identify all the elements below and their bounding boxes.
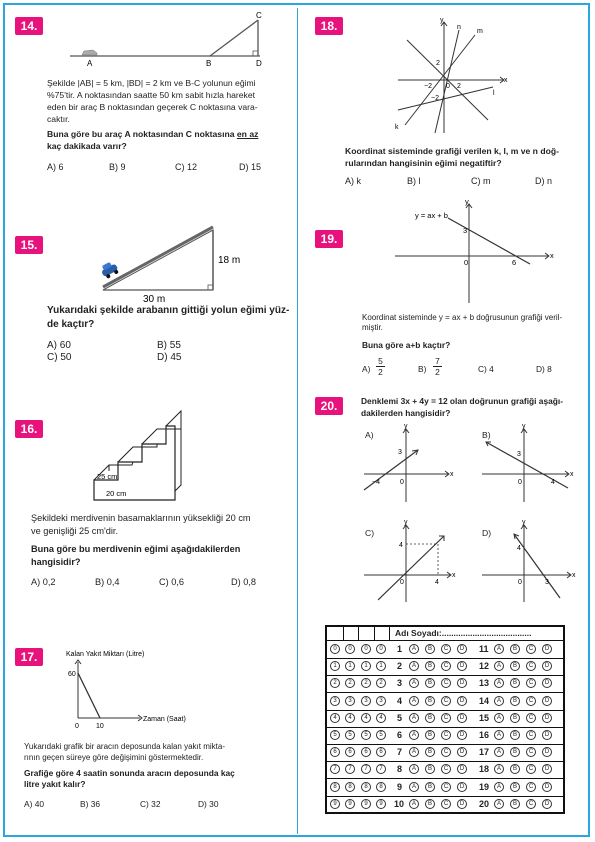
answer-bubble[interactable]: D <box>457 661 467 671</box>
answer-bubble[interactable]: C <box>441 696 451 706</box>
answer-bubble[interactable]: B <box>510 730 520 740</box>
svg-text:0: 0 <box>400 479 404 486</box>
svg-text:4: 4 <box>399 542 403 549</box>
answer-sheet-row <box>327 658 563 676</box>
q16-option-c[interactable]: C) 0,6 <box>159 577 185 587</box>
q14-option-a[interactable]: A) 6 <box>47 162 64 172</box>
student-number-bubble[interactable]: 5 <box>376 730 386 740</box>
answer-bubble[interactable]: D <box>542 747 552 757</box>
svg-text:x: x <box>570 471 574 478</box>
svg-text:0: 0 <box>400 579 404 586</box>
q15-option-d[interactable]: D) 45 <box>157 352 182 363</box>
answer-sheet-row <box>327 779 563 797</box>
svg-text:3: 3 <box>517 451 521 458</box>
answer-bubble[interactable]: B <box>425 747 435 757</box>
answer-bubble[interactable]: D <box>542 713 552 723</box>
question-number: 14 <box>479 695 490 706</box>
q19-question: Buna göre a+b kaçtır? <box>362 340 451 350</box>
answer-bubble[interactable]: D <box>542 661 552 671</box>
q17-x-tick-10: 10 <box>96 723 104 730</box>
answer-bubble[interactable]: C <box>441 644 451 654</box>
answer-bubble[interactable]: D <box>542 730 552 740</box>
student-number-bubble[interactable]: 9 <box>345 799 355 809</box>
q18-option-a[interactable]: A) k <box>345 176 362 186</box>
answer-bubble[interactable]: B <box>510 799 520 809</box>
answer-bubble[interactable]: A <box>409 799 419 809</box>
answer-bubble[interactable]: D <box>542 764 552 774</box>
q15-options <box>47 340 181 364</box>
q19-origin: 0 <box>464 258 469 267</box>
answer-bubble[interactable]: C <box>526 644 536 654</box>
q18-option-d[interactable]: D) n <box>535 176 553 186</box>
answer-sheet-row <box>327 796 563 813</box>
student-number-bubble[interactable]: 3 <box>376 696 386 706</box>
answer-bubble[interactable]: A <box>409 661 419 671</box>
svg-text:4: 4 <box>517 545 521 552</box>
answer-bubble[interactable]: B <box>510 782 520 792</box>
answer-bubble[interactable]: C <box>526 696 536 706</box>
q16-question: Buna göre bu merdivenin eğimi aşağıdakilerden hangisidir? <box>31 544 241 567</box>
q19-options <box>362 355 572 383</box>
student-number-bubble[interactable]: 9 <box>361 799 371 809</box>
answer-bubble[interactable]: B <box>425 764 435 774</box>
student-number-bubble[interactable]: 5 <box>330 730 340 740</box>
q17-y-axis-label: Kalan Yakıt Miktarı (Litre) <box>66 651 145 658</box>
q17-option-d[interactable]: D) 30 <box>198 799 219 809</box>
answer-bubble[interactable]: C <box>441 799 451 809</box>
q14-option-b[interactable]: B) 9 <box>109 162 126 172</box>
q16-text: Şekildeki merdivenin basamaklarının yüksekliği 20 cm ve genişliği 25 cm'dir. <box>31 513 251 536</box>
answer-bubble[interactable]: D <box>542 799 552 809</box>
answer-bubble[interactable]: B <box>510 696 520 706</box>
q19-label-x: x <box>550 251 554 260</box>
q18-tick-xneg2: −2 <box>424 83 432 90</box>
svg-text:x: x <box>450 471 454 478</box>
q16-options <box>31 577 256 587</box>
answer-bubble[interactable]: D <box>542 678 552 688</box>
answer-bubble[interactable]: B <box>425 661 435 671</box>
answer-bubble[interactable]: C <box>526 730 536 740</box>
q19-text: Koordinat sisteminde y = ax + b doğrusunun grafiği veril- miştir. <box>362 313 563 332</box>
student-number-bubble[interactable]: 7 <box>361 764 371 774</box>
q17-option-c[interactable]: C) 32 <box>140 799 161 809</box>
answer-bubble[interactable]: A <box>494 644 504 654</box>
question-17-number: 17. <box>15 648 43 666</box>
student-number-bubble[interactable]: 7 <box>330 764 340 774</box>
answer-bubble[interactable]: D <box>542 782 552 792</box>
answer-bubble[interactable]: A <box>494 799 504 809</box>
answer-bubble[interactable]: A <box>494 696 504 706</box>
q19-option-a[interactable]: A) 5 2 <box>362 364 370 374</box>
q17-option-a[interactable]: A) 40 <box>24 799 45 809</box>
answer-sheet-row <box>327 727 563 745</box>
q17-question: Grafiğe göre 4 saatin sonunda aracın deposunda kaç litre yakıt kalır? <box>24 768 235 789</box>
q15-option-a[interactable]: A) 60 <box>47 340 71 351</box>
student-number-bubble[interactable]: 8 <box>361 782 371 792</box>
svg-text:0: 0 <box>518 579 522 586</box>
svg-text:y: y <box>404 519 408 526</box>
answer-bubble[interactable]: A <box>409 782 419 792</box>
student-number-bubble[interactable]: 2 <box>330 678 340 688</box>
student-number-bubble[interactable]: 3 <box>345 696 355 706</box>
student-number-bubble[interactable]: 1 <box>345 661 355 671</box>
q17-x-axis-label: Zaman (Saat) <box>143 716 186 723</box>
q16-width-label: 25 cm <box>97 472 118 481</box>
student-number-bubble[interactable]: 0 <box>361 644 371 654</box>
student-number-bubble[interactable]: 9 <box>330 799 340 809</box>
question-number: 2 <box>397 661 403 672</box>
q19-label-y: y <box>465 197 469 206</box>
answer-bubble[interactable]: C <box>526 799 536 809</box>
q15-figure <box>95 225 265 305</box>
svg-text:y: y <box>522 519 526 526</box>
question-number: 6 <box>397 730 403 740</box>
student-number-bubble[interactable]: 8 <box>376 782 386 792</box>
q15-width-label: 30 m <box>143 294 166 305</box>
q18-figure <box>393 15 513 140</box>
answer-bubble[interactable]: A <box>409 747 419 757</box>
svg-text:4: 4 <box>551 479 555 486</box>
answer-bubble[interactable]: D <box>457 799 467 809</box>
answer-bubble[interactable]: B <box>425 730 435 740</box>
student-number-bubble[interactable]: 1 <box>330 661 340 671</box>
q18-tick-yneg2: −2 <box>431 95 439 102</box>
answer-bubble[interactable]: A <box>409 713 419 723</box>
question-number: 18 <box>479 764 490 775</box>
answer-bubble[interactable]: C <box>441 678 451 688</box>
answer-bubble[interactable]: B <box>510 713 520 723</box>
svg-text:3: 3 <box>545 579 549 586</box>
student-number-bubble[interactable]: 7 <box>376 764 386 774</box>
answer-bubble[interactable]: C <box>526 764 536 774</box>
svg-text:y: y <box>522 423 526 430</box>
answer-bubble[interactable]: A <box>409 644 419 654</box>
answer-bubble[interactable]: D <box>542 644 552 654</box>
q17-figure <box>66 648 206 733</box>
student-number-bubble[interactable]: 5 <box>361 730 371 740</box>
answer-bubble[interactable]: C <box>526 678 536 688</box>
q18-label-x: x <box>504 77 508 84</box>
question-number: 7 <box>397 747 403 758</box>
question-number: 17 <box>479 747 490 758</box>
answer-sheet-header <box>327 627 563 641</box>
question-number: 15 <box>479 712 490 723</box>
student-number-bubble[interactable]: 6 <box>376 747 386 757</box>
student-number-bubble[interactable]: 0 <box>345 644 355 654</box>
q18-tick-x2: 2 <box>457 83 461 90</box>
answer-bubble[interactable]: A <box>494 678 504 688</box>
svg-text:−4: −4 <box>372 479 380 486</box>
q17-option-b[interactable]: B) 36 <box>80 799 101 809</box>
answer-bubble[interactable]: C <box>441 764 451 774</box>
answer-bubble[interactable]: D <box>457 696 467 706</box>
question-16-number: 16. <box>15 420 43 438</box>
student-number-bubble[interactable]: 4 <box>345 713 355 723</box>
q14-option-c[interactable]: C) 12 <box>175 162 198 172</box>
answer-bubble[interactable]: B <box>510 644 520 654</box>
student-number-bubble[interactable]: 2 <box>376 678 386 688</box>
student-number-bubble[interactable]: 4 <box>376 713 386 723</box>
q18-option-b[interactable]: B) l <box>407 176 421 186</box>
q15-option-b[interactable]: B) 55 <box>157 340 181 351</box>
svg-text:x: x <box>452 572 456 579</box>
q19-line-equation: y = ax + b <box>415 211 448 220</box>
q16-figure <box>92 402 192 507</box>
answer-bubble[interactable]: B <box>425 644 435 654</box>
answer-bubble[interactable]: A <box>494 730 504 740</box>
answer-sheet-row <box>327 641 563 659</box>
question-14-number: 14. <box>15 17 43 35</box>
q18-label-m: m <box>477 28 483 35</box>
student-number-bubble[interactable]: 3 <box>361 696 371 706</box>
q14-figure <box>60 10 280 70</box>
answer-bubble[interactable]: B <box>425 782 435 792</box>
answer-bubble[interactable]: B <box>425 713 435 723</box>
student-number-bubble[interactable]: 7 <box>345 764 355 774</box>
answer-bubble[interactable]: D <box>457 747 467 757</box>
q19-option-c[interactable]: C) 4 <box>478 364 494 374</box>
student-number-bubble[interactable]: 2 <box>361 678 371 688</box>
student-number-bubble[interactable]: 4 <box>361 713 371 723</box>
q14-label-b: B <box>206 59 212 68</box>
q18-label-n: n <box>457 24 461 31</box>
question-number: 20 <box>479 798 490 809</box>
answer-bubble[interactable]: C <box>441 713 451 723</box>
q16-option-a[interactable]: A) 0,2 <box>31 577 56 587</box>
answer-bubble[interactable]: B <box>425 696 435 706</box>
student-number-bubble[interactable]: 0 <box>330 644 340 654</box>
q20-option-c-graph[interactable] <box>360 520 460 605</box>
svg-text:x: x <box>572 572 576 579</box>
answer-bubble[interactable]: C <box>526 713 536 723</box>
answer-sheet-row <box>327 761 563 779</box>
q16-option-d[interactable]: D) 0,8 <box>231 577 257 587</box>
q14-text: Şekilde |AB| = 5 km, |BD| = 2 km ve B-C yolunun eğimi %75'tir. A noktasından saatte 50 km sabit hızla hareket eden bir araç B noktasından geçerek C noktasına vara- caktır. <box>47 78 258 124</box>
q19-tick-y3: 3 <box>463 226 468 235</box>
answer-bubble[interactable]: D <box>457 678 467 688</box>
student-number-bubble[interactable]: 6 <box>345 747 355 757</box>
q18-options <box>345 176 552 186</box>
question-15-number: 15. <box>15 236 43 254</box>
q20-option-d-graph[interactable] <box>478 520 578 605</box>
answer-bubble[interactable]: A <box>409 730 419 740</box>
q14-label-c: C <box>256 11 262 20</box>
student-number-bubble[interactable]: 0 <box>376 644 386 654</box>
student-number-bubble[interactable]: 6 <box>361 747 371 757</box>
q20-option-d-label[interactable]: D) <box>482 528 492 538</box>
q14-label-d: D <box>256 59 262 68</box>
q20-option-b-label[interactable]: B) <box>482 430 491 440</box>
student-number-bubble[interactable]: 8 <box>345 782 355 792</box>
question-number: 3 <box>397 678 403 689</box>
q15-option-c[interactable]: C) 50 <box>47 352 72 363</box>
q20-option-a-graph[interactable] <box>360 424 460 504</box>
student-number-bubble[interactable]: 5 <box>345 730 355 740</box>
answer-bubble[interactable]: C <box>441 747 451 757</box>
question-number: 9 <box>397 781 403 792</box>
answer-bubble[interactable]: B <box>510 764 520 774</box>
q16-height-label: 20 cm <box>106 489 127 498</box>
q20-option-c-label[interactable]: C) <box>365 528 375 538</box>
q18-tick-y2: 2 <box>436 60 440 67</box>
question-20-number: 20. <box>315 397 343 415</box>
answer-bubble[interactable]: C <box>526 661 536 671</box>
svg-text:y: y <box>404 423 408 430</box>
q17-y-tick-60: 60 <box>68 671 76 678</box>
question-number: 10 <box>394 798 405 809</box>
svg-text:4: 4 <box>435 579 439 586</box>
answer-bubble[interactable]: B <box>425 678 435 688</box>
q18-origin: 0 <box>446 83 450 90</box>
q19-option-d[interactable]: D) 8 <box>536 364 552 374</box>
answer-sheet-row <box>327 710 563 728</box>
q19-figure <box>390 197 560 305</box>
answer-bubble[interactable]: D <box>542 696 552 706</box>
answer-bubble[interactable]: A <box>494 747 504 757</box>
svg-text:0: 0 <box>518 479 522 486</box>
answer-bubble[interactable]: C <box>526 747 536 757</box>
question-number: 1 <box>397 644 403 654</box>
q18-label-y: y <box>440 17 444 24</box>
q14-option-d[interactable]: D) 15 <box>239 162 262 172</box>
student-number-bubble[interactable]: 3 <box>330 696 340 706</box>
q18-label-k: k <box>395 124 399 131</box>
q20-option-a-label[interactable]: A) <box>365 430 374 440</box>
svg-text:3: 3 <box>398 449 402 456</box>
answer-bubble[interactable]: D <box>457 713 467 723</box>
student-name-field[interactable]: Adı Soyadı:...................................... <box>395 628 532 638</box>
q20-option-b-graph[interactable] <box>478 424 578 504</box>
student-number-bubble[interactable]: 9 <box>376 799 386 809</box>
answer-bubble[interactable]: A <box>494 782 504 792</box>
q16-option-b[interactable]: B) 0,4 <box>95 577 120 587</box>
answer-bubble[interactable]: D <box>457 644 467 654</box>
answer-bubble[interactable]: A <box>409 764 419 774</box>
q18-option-c[interactable]: C) m <box>471 176 491 186</box>
answer-bubble[interactable]: C <box>526 782 536 792</box>
q15-height-label: 18 m <box>218 255 241 266</box>
question-number: 5 <box>397 712 403 723</box>
q19-tick-x6: 6 <box>512 258 517 267</box>
answer-bubble[interactable]: A <box>409 696 419 706</box>
answer-bubble[interactable]: C <box>441 661 451 671</box>
answer-bubble[interactable]: D <box>457 782 467 792</box>
answer-bubble[interactable]: A <box>494 764 504 774</box>
answer-sheet-row <box>327 744 563 762</box>
q19-option-b[interactable]: B) 7 2 <box>418 364 426 374</box>
answer-bubble[interactable]: A <box>409 678 419 688</box>
q14-options <box>47 162 261 172</box>
answer-bubble[interactable]: B <box>510 661 520 671</box>
question-number: 19 <box>479 781 490 792</box>
student-number-bubble[interactable]: 4 <box>330 713 340 723</box>
question-number: 8 <box>397 764 403 775</box>
answer-bubble[interactable]: C <box>441 730 451 740</box>
answer-bubble[interactable]: A <box>494 713 504 723</box>
answer-bubble[interactable]: B <box>510 747 520 757</box>
student-number-bubble[interactable]: 8 <box>330 782 340 792</box>
answer-bubble[interactable]: D <box>457 730 467 740</box>
answer-bubble[interactable]: C <box>441 782 451 792</box>
answer-bubble[interactable]: A <box>494 661 504 671</box>
student-number-bubble[interactable]: 1 <box>376 661 386 671</box>
column-divider <box>297 8 298 834</box>
question-18-number: 18. <box>315 17 343 35</box>
q14-label-a: A <box>87 59 93 68</box>
student-number-bubble[interactable]: 6 <box>330 747 340 757</box>
q14-question: Buna göre bu araç A noktasından C noktasına en az kaç dakikada varır? <box>47 129 259 151</box>
q18-question: Koordinat sisteminde grafiği verilen k, l, m ve n doğ- rularından hangisinin eğimi negatiftir? <box>345 146 559 168</box>
q15-question: Yukarıdaki şekilde arabanın gittiği yolun eğimi yüz- de kaçtır? <box>47 305 290 330</box>
question-number: 13 <box>479 678 490 689</box>
question-number: 11 <box>479 644 489 654</box>
answer-sheet-row <box>327 675 563 693</box>
question-number: 12 <box>479 661 490 672</box>
q18-label-l: l <box>493 90 495 97</box>
question-number: 16 <box>479 730 490 740</box>
q20-question: Denklemi 3x + 4y = 12 olan doğrunun grafiği aşağı- dakilerden hangisidir? <box>361 396 563 418</box>
answer-bubble[interactable]: B <box>425 799 435 809</box>
question-19-number: 19. <box>315 230 343 248</box>
student-number-bubble[interactable]: 1 <box>361 661 371 671</box>
question-number: 4 <box>397 695 403 706</box>
q17-text: Yukarıdaki grafik bir aracın deposunda kalan yakıt mikta- rının geçen süreye göre değişimini göstermektedir. <box>24 742 225 762</box>
q17-options <box>24 799 218 809</box>
answer-sheet <box>325 625 565 814</box>
student-number-bubble[interactable]: 2 <box>345 678 355 688</box>
answer-bubble[interactable]: B <box>510 678 520 688</box>
answer-bubble[interactable]: D <box>457 764 467 774</box>
q17-x-tick-0: 0 <box>75 723 79 730</box>
answer-sheet-row <box>327 693 563 711</box>
